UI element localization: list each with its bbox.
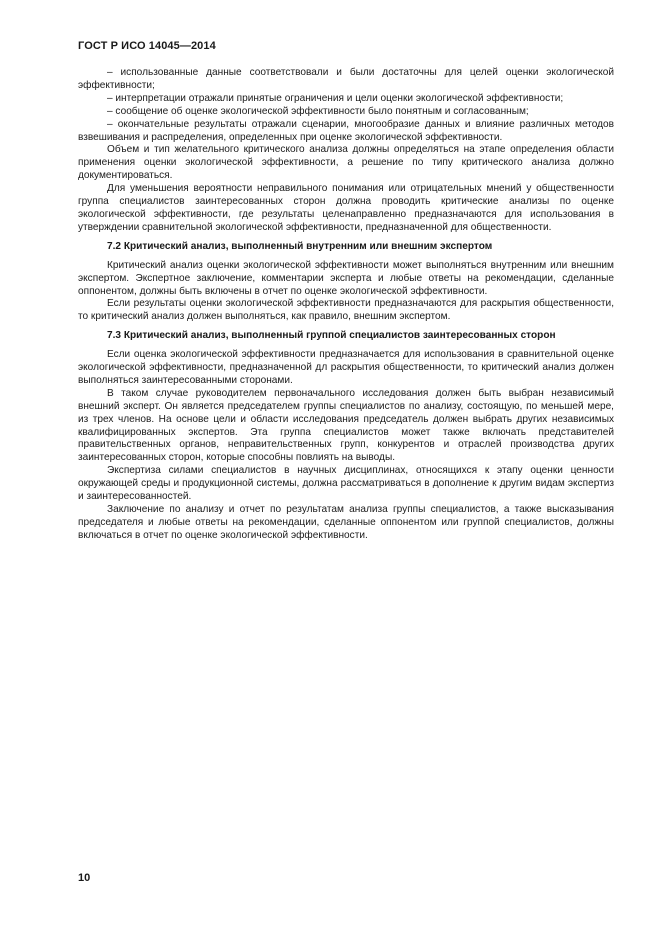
paragraph-scope: Объем и тип желательного критического анализа должны определяться на этапе определения области применения оценки экологической эффективности, а решение по типу критического анализа должно документироваться. <box>78 144 614 182</box>
paragraph: Экспертиза силами специалистов в научных дисциплинах, относящихся к этапу оценки ценности окружающей среды и продукционной системы, должна рассматриваться в дополнение к другим видам экспертиз и заинтересованностей. <box>78 465 614 503</box>
page-number: 10 <box>78 872 91 884</box>
section-heading-7-3: 7.3 Критический анализ, выполненный группой специалистов заинтересованных сторон <box>107 330 556 342</box>
paragraph: Если результаты оценки экологической эффективности предназначаются для раскрытия общественности, то критический анализ должен выполняться, как правило, внешним экспертом. <box>78 298 614 323</box>
list-item: – интерпретации отражали принятые ограничения и цели оценки экологической эффективности; <box>107 92 564 104</box>
paragraph: Критический анализ оценки экологической эффективности может выполняться внутренним или внешним экспертом. Экспертное заключение, комментарии эксперта и любые ответы на рекомендации, сделанные оппонентом, должны быть включены в отчет по оценке экологической эффективности. <box>78 259 614 297</box>
list-item: – окончательные результаты отражали сценарии, многообразие данных и влияние различных методов взвешивания и распределения, определенных при оценке экологической эффективности. <box>78 118 614 143</box>
page-body <box>78 67 614 543</box>
paragraph: Если оценка экологической эффективности предназначается для использования в сравнительной оценке экологической эффективности, предназначенной дл раскрытия общественности, то критический анализ должен выполняться заинтересованными сторонами. <box>78 349 614 386</box>
section-heading-7-2: 7.2 Критический анализ, выполненный внутренним или внешним экспертом <box>107 240 493 252</box>
document-header: ГОСТ Р ИСО 14045—2014 <box>78 40 216 52</box>
paragraph: Заключение по анализу и отчет по результатам анализа группы специалистов, а также высказывания председателя и любые ответы на рекомендации, сделанные оппонентом или группой специалистов, должны включаться в отчет по оценке экологической эффективности. <box>78 504 614 541</box>
list-item: – сообщение об оценке экологической эффективности было понятным и согласованным; <box>107 105 529 117</box>
paragraph: В таком случае руководителем первоначального исследования должен быть выбран независимый внешний эксперт. Он является председателем группы специалистов по анализу, состоящую, по меньшей мере, из трех членов. На основе цели и области исследования председатель должен выбрать других независимых квалифицированных экспертов. Эта группа специалистов может также включать представителей правительственных органов, неправительственных групп, конкурентов и отраслей производства других заинтересованных сторон, которые способны повлиять на выводы. <box>78 387 614 464</box>
list-item: – использованные данные соответствовали и были достаточны для целей оценки экологической эффективности; <box>78 67 614 91</box>
paragraph-public: Для уменьшения вероятности неправильного понимания или отрицательных мнений у общественности группа специалистов заинтересованных сторон должна проводить критические анализы по оценке экологической эффективности, где результаты целенаправленно предназначаются для использования в утверждении сравнительной экологической эффективности, предназначенной для общественности. <box>78 183 614 233</box>
